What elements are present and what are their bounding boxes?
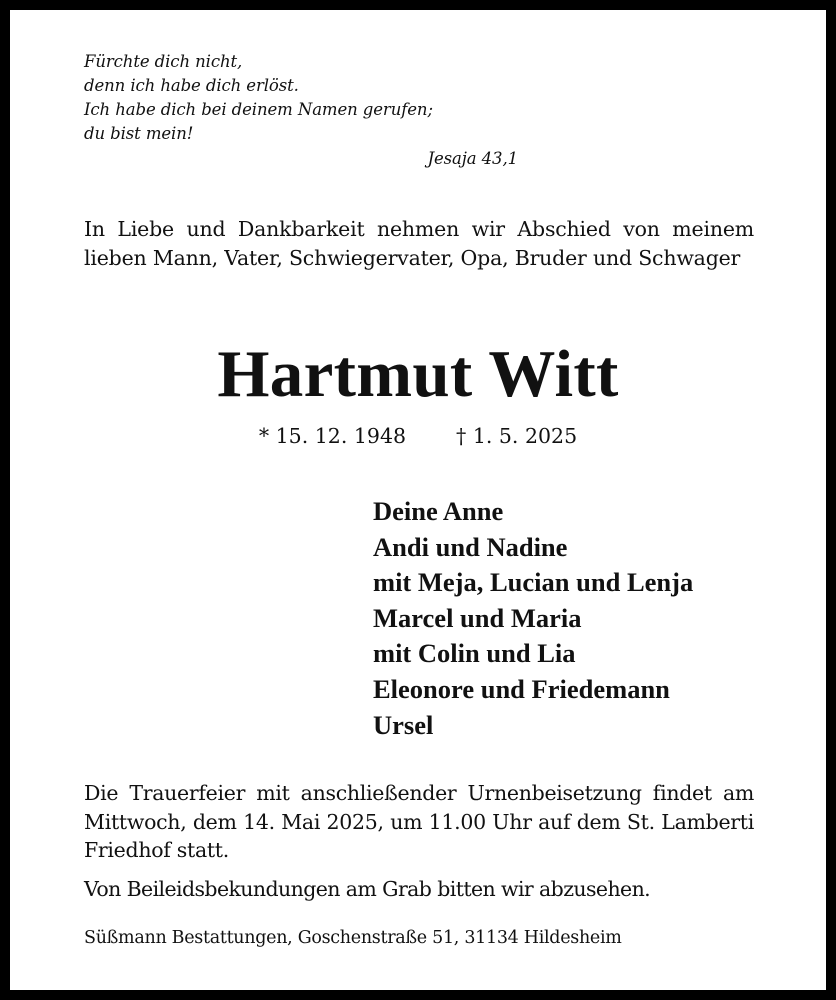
intro-paragraph: In Liebe und Dankbarkeit nehmen wir Abschied von meinem lieben Mann, Vater, Schwiegervater, Opa, Bruder und Schwager [84, 217, 754, 270]
verse-line: denn ich habe dich erlöst. [84, 76, 299, 95]
verse-line: Ich habe dich bei deinem Namen gerufen; [84, 100, 433, 119]
mourner-line: Marcel und Maria [373, 602, 582, 633]
life-dates [10, 422, 826, 450]
condolence-note: Von Beileidsbekundungen am Grab bitten wir abzusehen. [84, 877, 651, 901]
funeral-home-address: Süßmann Bestattungen, Goschenstraße 51, 31134 Hildesheim [84, 928, 622, 948]
verse-reference: Jesaja 43,1 [427, 149, 518, 168]
mourner-line: Andi und Nadine [373, 531, 568, 562]
mourner-line: Eleonore und Friedemann [373, 673, 670, 704]
mourners-list [373, 494, 693, 743]
deceased-name: Hartmut Witt [217, 337, 619, 411]
verse-line: du bist mein! [84, 124, 194, 143]
bible-verse [84, 50, 518, 171]
mourner-line: Ursel [373, 709, 434, 740]
death-date: † 1. 5. 2025 [456, 424, 578, 448]
verse-line: Fürchte dich nicht, [84, 52, 243, 71]
service-details: Die Trauerfeier mit anschließender Urnenbeisetzung findet am Mittwoch, dem 14. Mai 2025, um 11.00 Uhr auf dem St. Lamberti Friedhof statt. [84, 781, 754, 862]
birth-date: * 15. 12. 1948 [258, 424, 407, 448]
mourner-line: Deine Anne [373, 496, 504, 526]
mourner-line: mit Colin und Lia [373, 638, 576, 669]
mourner-line: mit Meja, Lucian und Lenja [373, 567, 694, 598]
obituary-notice [10, 10, 826, 990]
